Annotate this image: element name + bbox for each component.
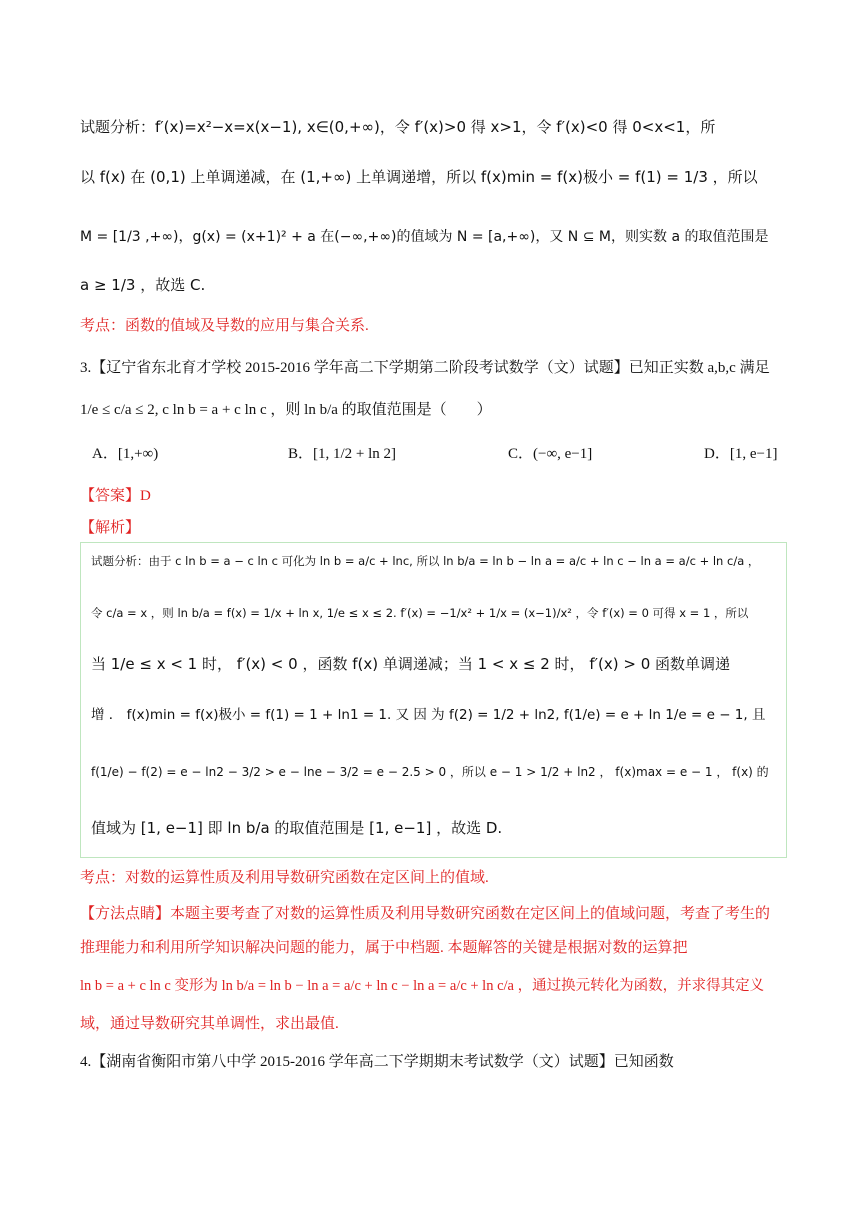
q2-analysis-line-3: M = [1/3 ,+∞)，g(x) = (x+1)² + a 在(−∞,+∞)的值域为 N = [a,+∞)，又 N ⊆ M，则实数 a 的取值范围是 <box>80 229 769 245</box>
q3-condition: 1/e ≤ c/a ≤ 2, c ln b = a + c ln c ，则 ln b/a 的取值范围是（ ） <box>80 402 492 418</box>
box-line-4: 增 ． f(x)min = f(x)极小 = f(1) = 1 + ln1 = 1. 又 因 为 f(2) = 1/2 + ln2, f(1/e) = e + ln 1/e = e − 1, 且 <box>91 707 766 723</box>
q2-analysis-line-2: 以 f(x) 在 (0,1) 上单调递减，在 (1,+∞) 上单调递增，所以 f(x)min = f(x)极小 = f(1) = 1/3 ，所以 <box>80 168 758 186</box>
q4-header: 4.【湖南省衡阳市第八中学 2015-2016 学年高二下学期期末考试数学（文）试题】已知函数 <box>80 1054 674 1070</box>
q3-method-line-1: 【方法点睛】本题主要考查了对数的运算性质及利用导数研究函数在定区间上的值域问题，考查了考生的 <box>80 906 771 922</box>
q3-option-b: B．[1, 1/2 + ln 2] <box>288 446 397 462</box>
box-line-6: 值域为 [1, e−1] 即 ln b/a 的取值范围是 [1, e−1] ，故选 D. <box>91 819 503 837</box>
box-line-3: 当 1/e ≤ x < 1 时， f′(x) < 0 ，函数 f(x) 单调递减；当 1 < x ≤ 2 时， f′(x) > 0 函数单调递 <box>91 655 731 673</box>
q3-method-line-4: 域，通过导数研究其单调性，求出最值. <box>80 1016 339 1032</box>
box-line-2: 令 c/a = x ，则 ln b/a = f(x) = 1/x + ln x, 1/e ≤ x ≤ 2. f′(x) = −1/x² + 1/x = (x−1)/x² ，令 f′(x) = 0 可得 x = 1 ，所以 <box>91 606 749 620</box>
box-line-1: 试题分析：由于 c ln b = a − c ln c 可化为 ln b = a/c + lnc, 所以 ln b/a = ln b − ln a = a/c + ln c − ln a = a/c + ln c/a ， <box>91 554 760 568</box>
q3-method-line-2: 推理能力和利用所学知识解决问题的能力，属于中档题. 本题解答的关键是根据对数的运算把 <box>80 940 688 956</box>
q3-answer: 【答案】D <box>80 488 151 504</box>
q2-kaodian: 考点：函数的值域及导数的应用与集合关系. <box>80 318 369 334</box>
q3-jiexi-label: 【解析】 <box>80 520 141 536</box>
q2-analysis-line-4: a ≥ 1/3 ，故选 C. <box>80 276 206 294</box>
q3-option-d: D．[1, e−1] <box>704 446 778 462</box>
q3-option-c: C．(−∞, e−1] <box>508 446 593 462</box>
q3-header: 3.【辽宁省东北育才学校 2015-2016 学年高二下学期第二阶段考试数学（文）试题】已知正实数 a,b,c 满足 <box>80 360 770 376</box>
q3-analysis-image-box <box>80 542 787 858</box>
box-line-5: f(1/e) − f(2) = e − ln2 − 3/2 > e − lne − 3/2 = e − 2.5 > 0 ，所以 e − 1 > 1/2 + ln2 ， f(x)max = e − 1 ， f(x) 的 <box>91 765 769 779</box>
q3-option-a: A．[1,+∞) <box>92 446 159 462</box>
q3-method-line-3: ln b = a + c ln c 变形为 ln b/a = ln b − ln a = a/c + ln c − ln a = a/c + ln c/a ，通过换元转化为函数，并求得其定义 <box>80 978 765 994</box>
q2-analysis-line-1: 试题分析：f′(x)=x²−x=x(x−1), x∈(0,+∞)，令 f′(x)>0 得 x>1，令 f′(x)<0 得 0<x<1，所 <box>80 118 716 136</box>
q3-kaodian: 考点：对数的运算性质及利用导数研究函数在定区间上的值域. <box>80 870 489 886</box>
